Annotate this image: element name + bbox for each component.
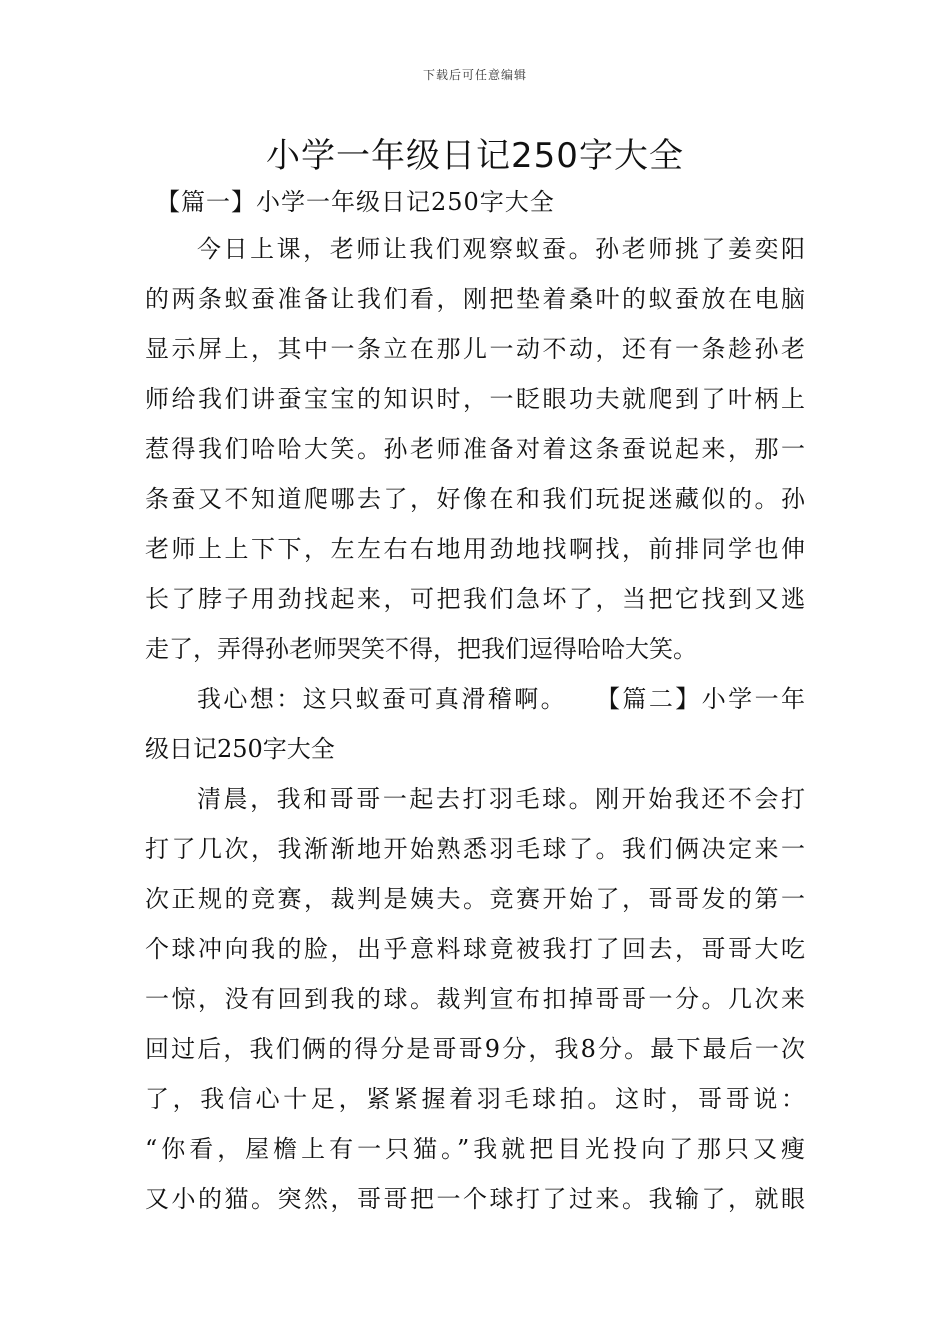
section-heading-2-continued: 级日记250字大全 (145, 735, 335, 763)
paragraph-block-2 (145, 674, 805, 1224)
text-line: 次正规的竞赛，裁判是姨夫。竞赛开始了，哥哥发的第一 (145, 885, 805, 913)
paragraph-block-1 (145, 224, 805, 674)
text-line: 条蚕又不知道爬哪去了，好像在和我们玩捉迷藏似的。孙 (145, 485, 805, 513)
text-line: 回过后，我们俩的得分是哥哥9分，我8分。最下最后一次 (145, 1035, 805, 1063)
text-line: 打了几次，我渐渐地开始熟悉羽毛球了。我们俩决定来一 (145, 835, 805, 863)
text-line: 一惊，没有回到我的球。裁判宣布扣掉哥哥一分。几次来 (145, 985, 805, 1013)
text-line: “你看，屋檐上有一只猫。”我就把目光投向了那只又瘦 (145, 1135, 805, 1163)
text-line: 惹得我们哈哈大笑。孙老师准备对着这条蚕说起来，那一 (145, 435, 805, 463)
document-title: 小学一年级日记250字大全 (266, 136, 684, 176)
text-line: 我心想：这只蚁蚕可真滑稽啊。 【篇二】小学一年 (197, 685, 805, 713)
text-line: 长了脖子用劲找起来，可把我们急坏了，当把它找到又逃 (145, 585, 805, 613)
text-line: 清晨，我和哥哥一起去打羽毛球。刚开始我还不会打 (197, 785, 805, 813)
text-line: 了，我信心十足，紧紧握着羽毛球拍。这时，哥哥说： (145, 1085, 805, 1113)
header-note: 下载后可任意编辑 (422, 68, 527, 82)
text-line: 老师上上下下，左左右右地用劲地找啊找，前排同学也伸 (145, 535, 805, 563)
text-line: 走了，弄得孙老师哭笑不得，把我们逗得哈哈大笑。 (145, 635, 697, 663)
text-line: 个球冲向我的脸，出乎意料球竟被我打了回去，哥哥大吃 (145, 935, 805, 963)
text-line: 今日上课，老师让我们观察蚁蚕。孙老师挑了姜奕阳 (197, 235, 805, 263)
text-line: 师给我们讲蚕宝宝的知识时，一眨眼功夫就爬到了叶柄上 (145, 385, 805, 413)
text-line: 又小的猫。突然，哥哥把一个球打了过来。我输了，就眼 (145, 1185, 805, 1213)
text-line: 的两条蚁蚕准备让我们看，刚把垫着桑叶的蚁蚕放在电脑 (145, 285, 805, 313)
text-line: 显示屏上，其中一条立在那儿一动不动，还有一条趁孙老 (145, 335, 805, 363)
section-heading-1: 【篇一】小学一年级日记250字大全 (156, 188, 555, 216)
